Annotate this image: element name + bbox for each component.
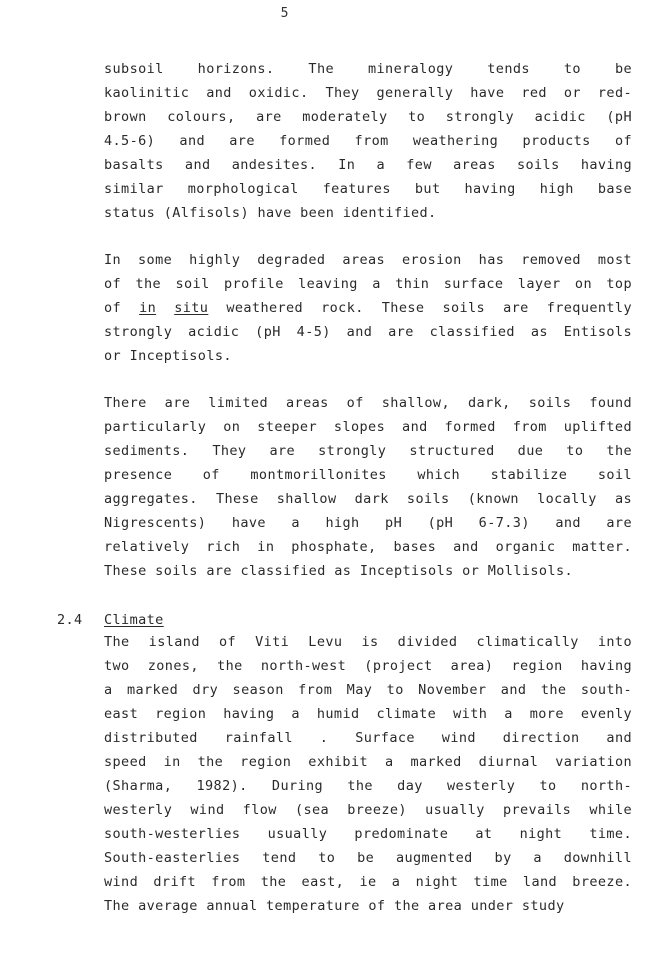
text-line: westerly wind flow (sea breeze) usually prevails while: [104, 802, 632, 818]
text-line: a marked dry season from May to November and the south-: [104, 682, 632, 698]
text-line: aggregates. These shallow dark soils (known locally as: [104, 491, 632, 507]
paragraph-climate: [104, 630, 632, 918]
text-line: relatively rich in phosphate, bases and organic matter.: [104, 539, 632, 555]
text-line: basalts and andesites. In a few areas soils having: [104, 157, 632, 173]
text-line: (Sharma, 1982). During the day westerly to north-: [104, 778, 632, 794]
text-line: sediments. They are strongly structured due to the: [104, 443, 632, 459]
underlined-term: situ: [174, 300, 209, 316]
text-line: or Inceptisols.: [104, 348, 232, 364]
paragraph-degraded-areas: [104, 248, 632, 368]
text-line: South-easterlies tend to be augmented by a downhill: [104, 850, 632, 866]
text-line: The average annual temperature of the area under study: [104, 898, 565, 914]
text-line: subsoil horizons. The mineralogy tends to be: [104, 61, 632, 77]
text-line: strongly acidic (pH 4-5) and are classified as Entisols: [104, 324, 632, 340]
text-line: 4.5-6) and are formed from weathering products of: [104, 133, 632, 149]
text-line: kaolinitic and oxidic. They generally have red or red-: [104, 85, 632, 101]
text-line: similar morphological features but having high base: [104, 181, 632, 197]
text-line: status (Alfisols) have been identified.: [104, 205, 437, 221]
text-line: south-westerlies usually predominate at night time.: [104, 826, 632, 842]
text-line: The island of Viti Levu is divided climatically into: [104, 634, 632, 650]
paragraph-soil-mineralogy: [104, 57, 632, 225]
text-line: east region having a humid climate with a more evenly: [104, 706, 632, 722]
text-line: speed in the region exhibit a marked diurnal variation: [104, 754, 632, 770]
text-line: Nigrescents) have a high pH (pH 6-7.3) and are: [104, 515, 632, 531]
text-line: particularly on steeper slopes and formed from uplifted: [104, 419, 632, 435]
paragraph-shallow-dark-soils: [104, 391, 632, 583]
text-line: In some highly degraded areas erosion has removed most: [104, 252, 632, 268]
text-line: two zones, the north-west (project area) region having: [104, 658, 632, 674]
text-line: distributed rainfall . Surface wind direction and: [104, 730, 632, 746]
text-line: brown colours, are moderately to strongly acidic (pH: [104, 109, 632, 125]
section-heading: Climate: [104, 612, 164, 628]
underlined-term: in: [139, 300, 157, 316]
text-line: of the soil profile leaving a thin surface layer on top: [104, 276, 632, 292]
text-line: These soils are classified as Inceptisols or Mollisols.: [104, 563, 574, 579]
text-line: presence of montmorillonites which stabilize soil: [104, 467, 632, 483]
text-line: wind drift from the east, ie a night time land breeze.: [104, 874, 632, 890]
text-line: There are limited areas of shallow, dark, soils found: [104, 395, 632, 411]
page-number: 5: [280, 6, 289, 21]
section-number: 2.4: [57, 612, 83, 628]
text-line: of in situ weathered rock. These soils are frequently: [104, 300, 632, 316]
